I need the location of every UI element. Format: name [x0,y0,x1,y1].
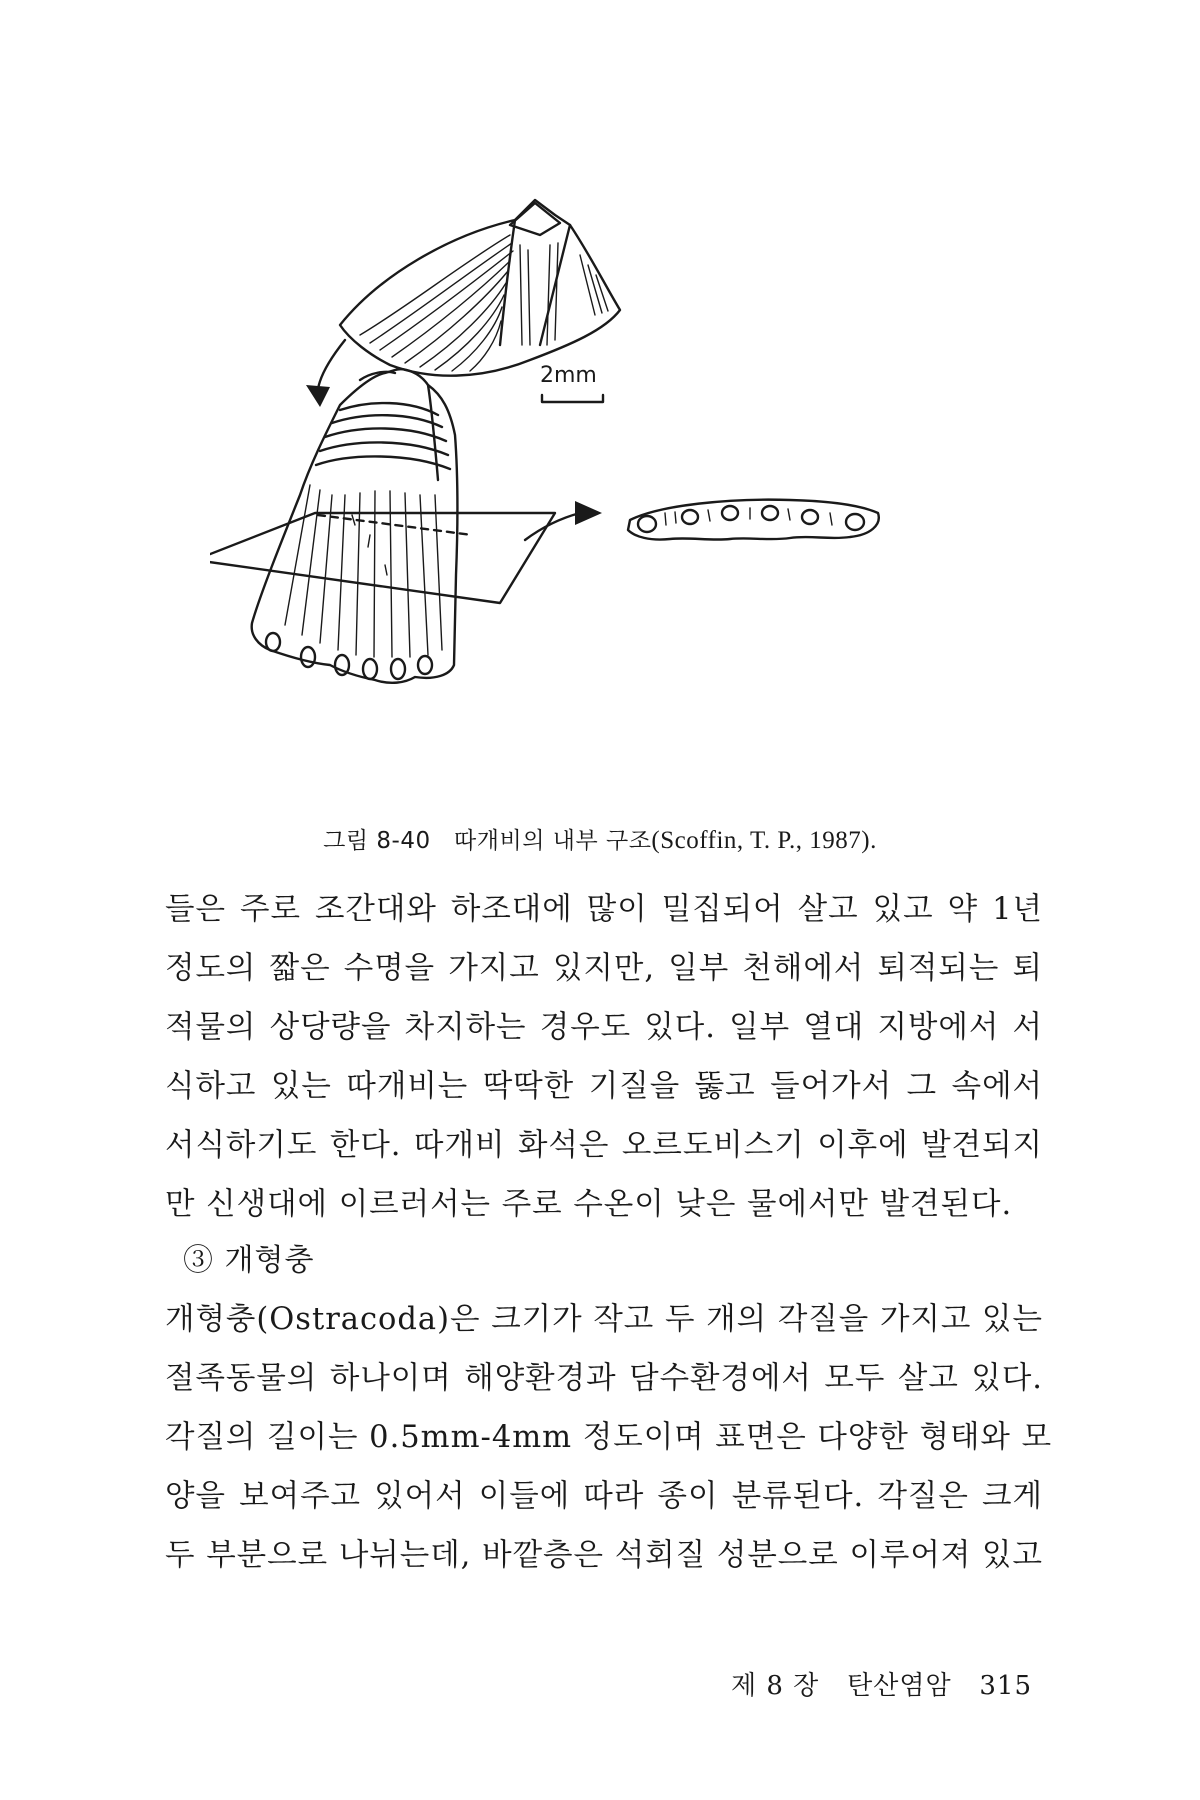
caption-text: 따개비의 내부 구조 [454,828,652,854]
footer-chapter-title: 탄산염암 [847,1671,952,1701]
text-line: 서식하기도 한다. 따개비 화석은 오르도비스기 이후에 발견되지 [165,1128,1043,1163]
text-line: 식하고 있는 따개비는 딱딱한 기질을 뚫고 들어가서 그 속에서 [165,1069,1043,1104]
caption-citation: (Scoffin, T. P., 1987). [651,827,877,854]
text-line: 각질의 길이는 0.5mm-4mm 정도이며 표면은 다양한 형태와 모 [165,1420,1053,1455]
scale-bar-label: 2mm [540,363,597,388]
text-line: 정도의 짧은 수명을 가지고 있지만, 일부 천해에서 퇴적되는 퇴 [165,951,1043,986]
body-paragraph-1 [165,880,1043,1234]
text-line: 양을 보여주고 있어서 이들에 따라 종이 분류된다. 각질은 크게 [165,1479,1043,1514]
cutting-plane [210,513,555,603]
text-line: 들은 주로 조간대와 하조대에 많이 밀집되어 살고 있고 약 1년 [165,892,1043,927]
text-line: 두 부분으로 나뉘는데, 바깥층은 석회질 성분으로 이루어져 있고 [165,1538,1043,1573]
arrow-down-icon [306,340,345,407]
caption-number: 그림 8-40 [323,828,431,854]
text-line: 만 신생대에 이르러서는 주로 수온이 낮은 물에서만 발견된다. [165,1187,1013,1222]
text-line: 적물의 상당량을 차지하는 경우도 있다. 일부 열대 지방에서 서 [165,1010,1043,1045]
figure-caption [0,822,1200,855]
scale-bar [540,363,603,402]
page-number: 315 [979,1671,1032,1701]
text-line: 절족동물의 하나이며 해양환경과 담수환경에서 모두 살고 있다. [165,1361,1043,1396]
barnacle-figure [210,195,1030,805]
footer-chapter: 제 8 장 [730,1671,820,1701]
body-paragraph-2 [165,1290,1053,1585]
barnacle-top-shell [340,200,620,376]
cross-section [628,500,879,540]
section-heading: ③ 개형충 [183,1243,315,1278]
running-footer [731,1665,1032,1702]
arrow-right-icon [525,501,602,540]
text-line: 개형충(Ostracoda)은 크기가 작고 두 개의 각질을 가지고 있는 [165,1302,1043,1337]
